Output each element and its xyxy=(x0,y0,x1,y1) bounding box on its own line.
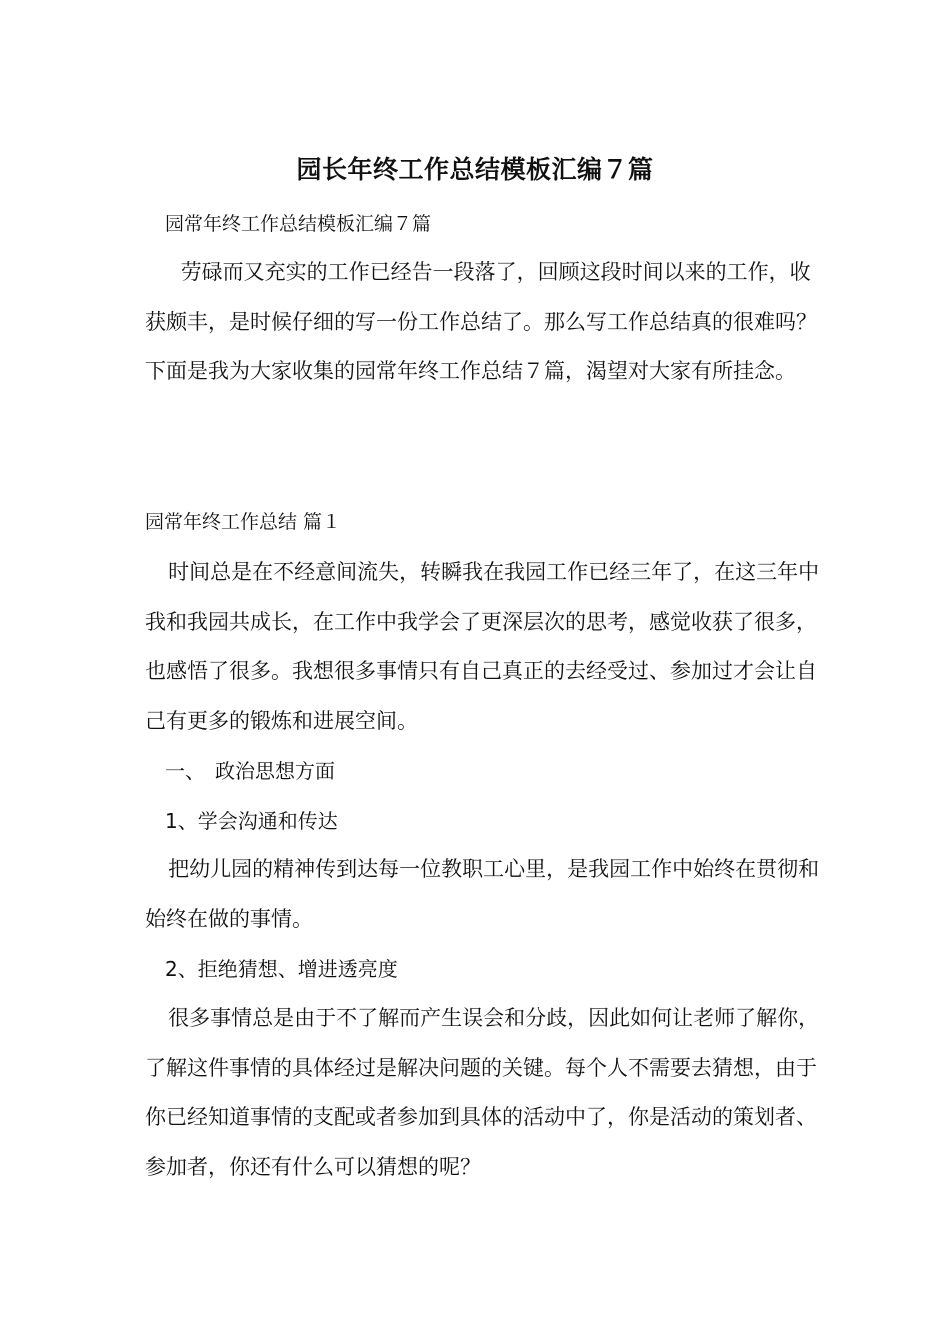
item-politics-heading: 一、 政治思想方面 xyxy=(165,759,335,783)
item-1-heading: 1、学会沟通和传达 xyxy=(165,809,338,833)
intro-paragraph: 劳碌而又充实的工作已经告一段落了，回顾这段时间以来的工作，收获颇丰，是时候仔细的写一份工作总结了。那么写工作总结真的很难吗？下面是我为大家收集的园常年终工作总结７篇，渴望对大家有所挂念。 xyxy=(145,260,817,383)
document-subtitle: 园常年终工作总结模板汇编７篇 xyxy=(165,213,432,235)
document-title: 园长年终工作总结模板汇编７篇 xyxy=(296,155,654,184)
item-2-heading: 2、拒绝猜想、增进透亮度 xyxy=(165,957,398,981)
body-paragraph-3: 很多事情总是由于不了解而产生误会和分歧，因此如何让老师了解你，了解这件事情的具体经过是解决问题的关键。每个人不需要去猜想，由于你已经知道事情的支配或者参加到具体的活动中了，你是活动的策划者、参加者，你还有什么可以猜想的呢？ xyxy=(145,1006,820,1179)
body-paragraph-2: 把幼儿园的精神传到达每一位教职工心里，是我园工作中始终在贯彻和始终在做的事情。 xyxy=(145,857,820,931)
section-heading: 园常年终工作总结 篇１ xyxy=(145,511,342,533)
body-paragraph-1: 时间总是在不经意间流失，转瞬我在我园工作已经三年了，在这三年中我和我园共成长，在工作中我学会了更深层次的思考，感觉收获了很多，也感悟了很多。我想很多事情只有自己真正的去经受过、参加过才会让自己有更多的锻炼和进展空间。 xyxy=(145,560,820,733)
